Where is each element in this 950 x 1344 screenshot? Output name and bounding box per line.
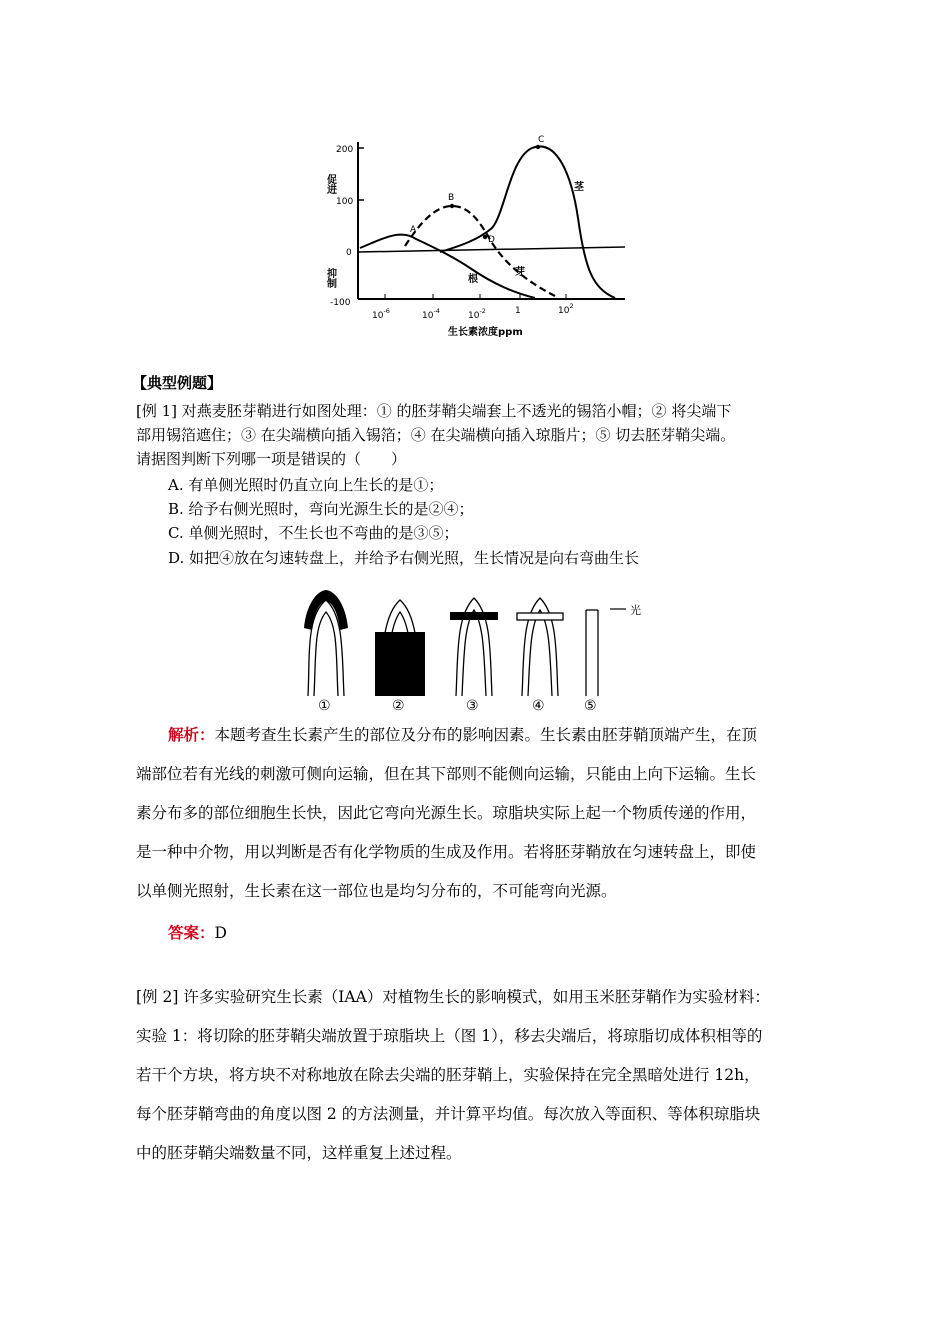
coleoptile-2 — [375, 600, 425, 696]
example1-line: 部用锡箔遮住；③ 在尖端横向插入锡箔；④ 在尖端横向插入琼脂片；⑤ 切去胚芽鞘尖端。 — [136, 426, 736, 444]
coleoptile-figure — [296, 586, 656, 712]
x-axis-label: 生长素浓度ppm — [448, 327, 523, 338]
light-label: 光 — [630, 604, 641, 617]
coleoptile-5 — [586, 603, 641, 696]
figure-label: ② — [392, 698, 405, 712]
example2-line: 中的胚芽鞘尖端数量不同，这样重复上述过程。 — [136, 1144, 462, 1162]
coleoptile-1 — [304, 590, 348, 696]
example2-line: 实验 1：将切除的胚芽鞘尖端放置于琼脂块上（图 1），移去尖端后，将琼脂切成体积相等的 — [136, 1027, 763, 1045]
analysis-text: 本题考查生长素产生的部位及分布的影响因素。生长素由胚芽鞘顶端产生，在顶 — [214, 726, 758, 744]
point-label: B — [448, 193, 455, 203]
answer-value: D — [214, 924, 227, 942]
x-tick-label: 1 — [515, 306, 521, 316]
answer-line — [168, 922, 227, 944]
answer-label: 答案： — [168, 923, 215, 942]
y-label-inhibit: 抑制 — [324, 268, 336, 288]
example2-line: 若干个方块，将方块不对称地放在除去尖端的胚芽鞘上，实验保持在完全黑暗处进行 12h， — [136, 1066, 760, 1084]
y-tick-label: 0 — [346, 248, 352, 258]
x-tick-label: $10^{-2}$ — [468, 307, 486, 321]
analysis-line: 端部位若有光线的刺激可侧向运输，但在其下部则不能侧向运输，只能由上向下运输。生长 — [136, 765, 757, 783]
stem-curve — [440, 146, 615, 298]
y-tick-label: 100 — [336, 197, 354, 207]
figure-label: ⑤ — [584, 698, 597, 712]
point-label: A — [410, 225, 417, 235]
x-tick-label: $10^2$ — [558, 302, 574, 316]
coleoptile-4 — [517, 598, 563, 696]
example2-line: 每个胚芽鞘弯曲的角度以图 2 的方法测量，并计算平均值。每次放入等面积、等体积琼脂块 — [136, 1105, 761, 1123]
root-curve — [360, 235, 535, 298]
auxin-concentration-graph — [320, 128, 640, 343]
option-a: A. 有单侧光照时仍直立向上生长的是①； — [168, 476, 444, 494]
option-d: D. 如把④放在匀速转盘上，并给予右侧光照，生长情况是向右弯曲生长 — [168, 549, 640, 567]
x-tick-label: $10^{-6}$ — [372, 307, 390, 321]
figure-label: ① — [318, 698, 331, 712]
y-tick-label: 200 — [336, 145, 354, 155]
point-label: D — [488, 235, 495, 245]
root-label: 根 — [468, 274, 478, 285]
example2-line: [例 2] 许多实验研究生长素（IAA）对植物生长的影响模式，如用玉米胚芽鞘作为实验材料： — [136, 988, 770, 1006]
coleoptile-3 — [450, 598, 498, 696]
bud-label: 芽 — [515, 267, 525, 278]
y-tick-label: -100 — [330, 298, 351, 308]
zero-line — [358, 247, 625, 252]
figure-label: ④ — [532, 698, 545, 712]
stem-label: 茎 — [574, 182, 584, 193]
analysis-line: 以单侧光照射，生长素在这一部位也是均匀分布的，不可能弯向光源。 — [136, 882, 617, 900]
point-label: C — [538, 135, 545, 145]
analysis-label: 解析： — [168, 725, 215, 744]
example1-line: [例 1] 对燕麦胚芽鞘进行如图处理：① 的胚芽鞘尖端套上不透光的锡箔小帽；② 将尖端下 — [136, 402, 732, 420]
y-label-promote: 促进 — [324, 174, 336, 194]
figure-label: ③ — [466, 698, 479, 712]
analysis-line: 素分布多的部位细胞生长快，因此它弯向光源生长。琼脂块实际上起一个物质传递的作用， — [136, 804, 757, 822]
analysis-line: 是一种中介物，用以判断是否有化学物质的生成及作用。若将胚芽鞘放在匀速转盘上，即使 — [136, 843, 757, 861]
example1-line: 请据图判断下列哪一项是错误的（ ） — [136, 450, 407, 468]
x-tick-label: $10^{-4}$ — [422, 307, 440, 321]
x-tick-labels — [372, 302, 574, 321]
analysis-line — [168, 724, 757, 746]
option-b: B. 给予右侧光照时，弯向光源生长的是②④； — [168, 500, 474, 518]
option-c: C. 单侧光照时，不生长也不弯曲的是③⑤； — [168, 524, 459, 542]
section-title: 【典型例题】 — [132, 374, 223, 392]
